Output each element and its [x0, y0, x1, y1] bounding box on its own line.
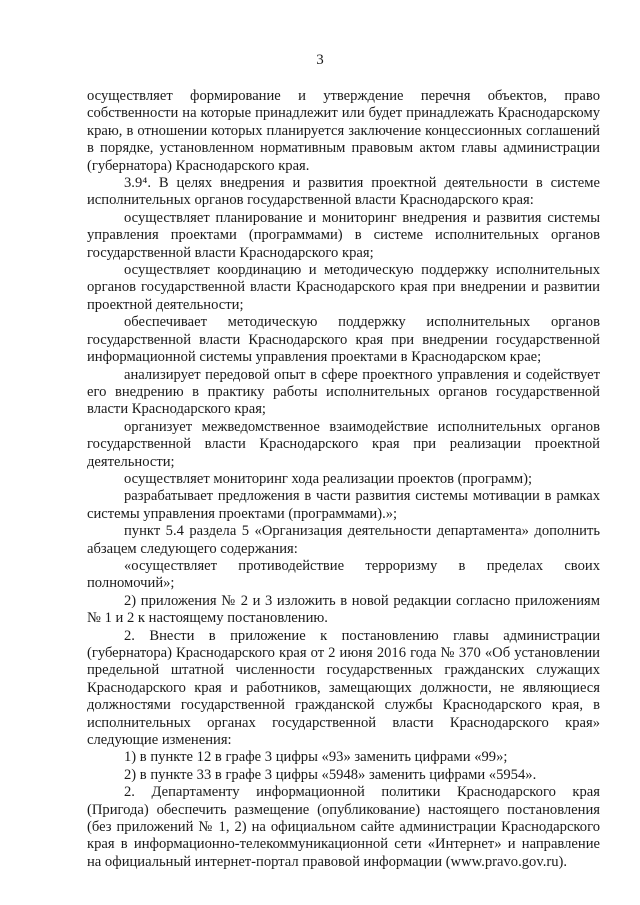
document-body [87, 88, 600, 871]
paragraph-item-5-4: пункт 5.4 раздела 5 «Организация деятельности департамента» дополнить абзацем следующего содержания: [87, 523, 600, 557]
paragraph-best-practices: анализирует передовой опыт в сфере проектного управления и содействует его внедрению в практику работы исполнительных органов государственной власти Краснодарского края; [87, 366, 600, 418]
paragraph-item-12: 1) в пункте 12 в графе 3 цифры «93» заменить цифрами «99»; [124, 749, 508, 766]
paragraph-amend-resolution-370: 2. Внести в приложение к постановлению главы администрации (губернатора) Краснодарского края от 2 июня 2016 года № 370 «Об установлении предельной штатной численности государственных гражданских служащих Краснодарского края и работников, замещающих должности, не являющиеся должностями государственной гражданской службы Краснодарского края, в исполнительных органах государственной власти Краснодарского края» следующие изменения: [87, 627, 600, 749]
paragraph-publication: 2. Департаменту информационной политики Краснодарского края (Пригода) обеспечить размещение (опубликование) настоящего постановления (без приложений № 1, 2) на официальном сайте администрации Краснодарского края в информационно-телекоммуникационной сети «Интернет» и направление на официальный интернет-портал правовой информации (www.pravo.gov.ru). [87, 784, 600, 870]
paragraph-motivation: разрабатывает предложения в части развития системы мотивации в рамках системы управления проектами (программами).»; [87, 488, 600, 522]
paragraph-appendices: 2) приложения № 2 и 3 изложить в новой редакции согласно приложениям № 1 и 2 к настоящему постановлению. [87, 592, 600, 627]
paragraph-project-monitoring: осуществляет мониторинг хода реализации проектов (программ); [124, 470, 533, 487]
paragraph-methodical-support: обеспечивает методическую поддержку исполнительных органов государственной власти Краснодарского края при внедрении государственной информационной системы управления проектами в Краснодарском крае; [87, 314, 600, 366]
paragraph-interagency: организует межведомственное взаимодействие исполнительных органов государственной власти Краснодарского края при реализации проектной деятельности; [87, 418, 600, 470]
paragraph-coordination: осуществляет координацию и методическую поддержку исполнительных органов государственной власти Краснодарского края при внедрении и развитии проектной деятельности; [87, 262, 600, 313]
paragraph-3-9-4: 3.9⁴. В целях внедрения и развития проектной деятельности в системе исполнительных органов государственной власти Краснодарского края: [87, 175, 600, 209]
paragraph-item-33: 2) в пункте 33 в графе 3 цифры «5948» заменить цифрами «5954». [124, 766, 537, 783]
page-number: 3 [316, 52, 324, 68]
paragraph-concession-objects: осуществляет формирование и утверждение перечня объектов, право собственности на которые принадлежит или будет принадлежать Краснодарскому краю, в отношении которых планируется заключение концессионных соглашений в порядке, установленном нормативным правовым актом главы администрации (губернатора) Краснодарского края. [87, 88, 600, 174]
paragraph-planning-monitoring: осуществляет планирование и мониторинг внедрения и развития системы управления проектами (программами) в системе исполнительных органов государственной власти Краснодарского края; [87, 209, 600, 261]
paragraph-counter-terrorism: «осуществляет противодействие терроризму в пределах своих полномочий»; [87, 557, 600, 592]
